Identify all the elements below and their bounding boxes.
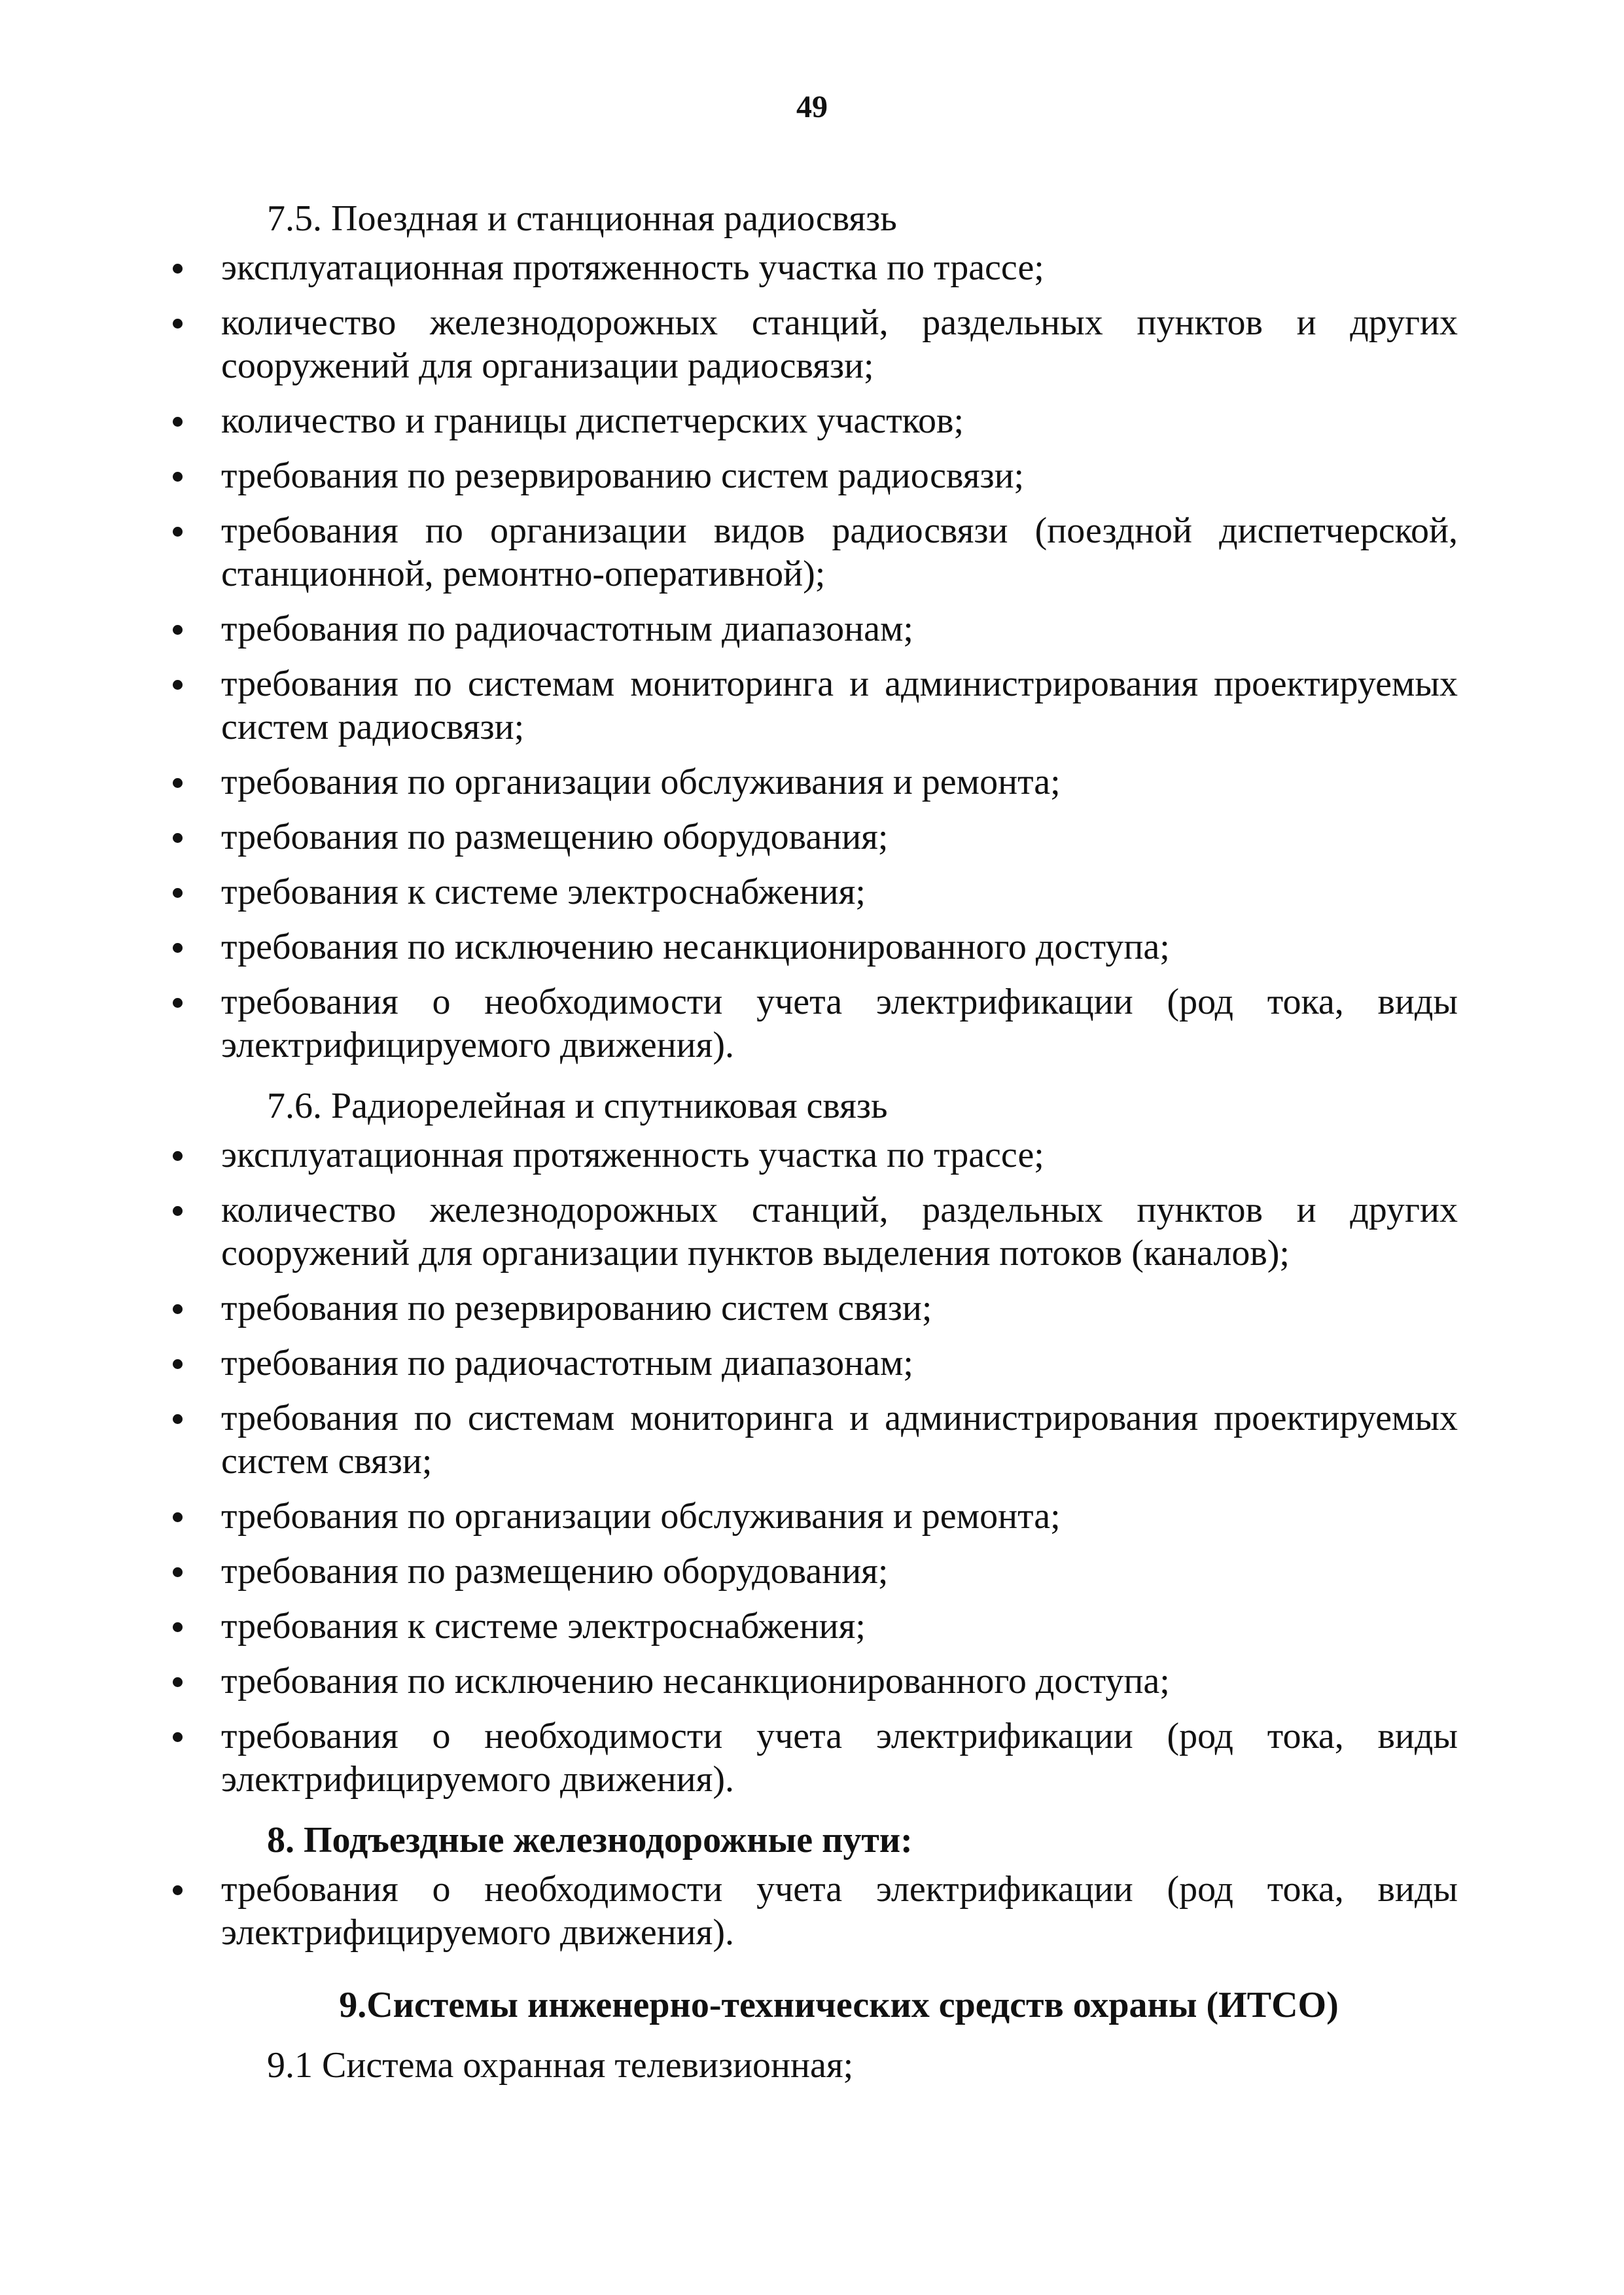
bullet-icon bbox=[173, 1677, 183, 1687]
bullet-icon bbox=[173, 417, 183, 427]
bullet-icon bbox=[173, 1567, 183, 1577]
bullet-icon bbox=[173, 1151, 183, 1161]
list-item bbox=[169, 1715, 1458, 1801]
list-item-text: требования о необходимости учета электрификации (род тока, виды электрифицируемого движения). bbox=[221, 1869, 1458, 1953]
list-item bbox=[169, 399, 1458, 442]
section-7-5-heading: 7.5. Поездная и станционная радиосвязь bbox=[267, 198, 897, 239]
section-9-heading: 9.Системы инженерно-технических средств охраны (ИТСО) bbox=[339, 1985, 1339, 2025]
list-item bbox=[169, 246, 1458, 289]
list-item-text: требования по исключению несанкционированного доступа; bbox=[221, 927, 1170, 967]
list-item-text: требования по радиочастотным диапазонам; bbox=[221, 1343, 913, 1383]
list-item-text: требования по системам мониторинга и администрирования проектируемых систем радиосвязи; bbox=[221, 664, 1458, 747]
list-item bbox=[169, 662, 1458, 749]
list-item-text: требования по резервированию систем радиосвязи; bbox=[221, 455, 1025, 496]
list-item bbox=[169, 1287, 1458, 1330]
bullet-icon bbox=[173, 1512, 183, 1522]
bullet-icon bbox=[173, 264, 183, 274]
list-item-text: количество железнодорожных станций, раздельных пунктов и других сооружений для организации пунктов выделения потоков (каналов); bbox=[221, 1190, 1458, 1273]
bullet-icon bbox=[173, 1359, 183, 1369]
list-item-text: требования по организации видов радиосвязи (поездной диспетчерской, станционной, ремонтно-оперативной); bbox=[221, 510, 1458, 594]
bullet-icon bbox=[173, 1732, 183, 1742]
list-item bbox=[169, 1133, 1458, 1177]
list-item bbox=[169, 1660, 1458, 1703]
list-item bbox=[169, 815, 1458, 859]
list-item-text: требования по резервированию систем связи; bbox=[221, 1288, 932, 1328]
bullet-icon bbox=[173, 527, 183, 537]
section-7-5-list bbox=[169, 246, 1458, 1067]
list-item-text: требования к системе электроснабжения; bbox=[221, 1606, 866, 1646]
bullet-icon bbox=[173, 1885, 183, 1895]
section-7-6-list bbox=[169, 1133, 1458, 1801]
bullet-icon bbox=[173, 888, 183, 898]
list-item bbox=[169, 1188, 1458, 1275]
bullet-icon bbox=[173, 998, 183, 1008]
list-item bbox=[169, 1495, 1458, 1538]
list-item-text: требования по размещению оборудования; bbox=[221, 817, 889, 857]
bullet-icon bbox=[173, 680, 183, 690]
section-8-heading: 8. Подъездные железнодорожные пути: bbox=[267, 1820, 913, 1860]
list-item-text: требования к системе электроснабжения; bbox=[221, 872, 866, 912]
page-number: 49 bbox=[796, 90, 828, 124]
list-item bbox=[169, 1605, 1458, 1648]
list-item bbox=[169, 980, 1458, 1067]
list-item bbox=[169, 454, 1458, 497]
list-item-text: требования по организации обслуживания и ремонта; bbox=[221, 762, 1061, 802]
list-item-text: требования по радиочастотным диапазонам; bbox=[221, 609, 913, 649]
bullet-icon bbox=[173, 472, 183, 482]
section-7-6-heading: 7.6. Радиорелейная и спутниковая связь bbox=[267, 1086, 888, 1126]
list-item bbox=[169, 870, 1458, 914]
document-body bbox=[169, 191, 1458, 2091]
list-item bbox=[169, 607, 1458, 650]
bullet-icon bbox=[173, 778, 183, 788]
section-8-list bbox=[169, 1868, 1458, 1954]
list-item-text: требования о необходимости учета электрификации (род тока, виды электрифицируемого движения). bbox=[221, 1716, 1458, 1800]
bullet-icon bbox=[173, 1206, 183, 1216]
bullet-icon bbox=[173, 625, 183, 635]
list-item bbox=[169, 509, 1458, 596]
list-item bbox=[169, 1397, 1458, 1483]
list-item bbox=[169, 1550, 1458, 1593]
list-item bbox=[169, 301, 1458, 387]
bullet-icon bbox=[173, 1622, 183, 1632]
bullet-icon bbox=[173, 833, 183, 843]
list-item-text: требования по размещению оборудования; bbox=[221, 1551, 889, 1592]
list-item-text: количество железнодорожных станций, раздельных пунктов и других сооружений для организации радиосвязи; bbox=[221, 302, 1458, 386]
list-item bbox=[169, 925, 1458, 969]
bullet-icon bbox=[173, 319, 183, 329]
bullet-icon bbox=[173, 1414, 183, 1424]
list-item-text: требования по системам мониторинга и администрирования проектируемых систем связи; bbox=[221, 1398, 1458, 1482]
bullet-icon bbox=[173, 943, 183, 953]
list-item-text: количество и границы диспетчерских участков; bbox=[221, 400, 964, 441]
list-item-text: эксплуатационная протяженность участка по трассе; bbox=[221, 1135, 1044, 1175]
list-item-text: требования по исключению несанкционированного доступа; bbox=[221, 1661, 1170, 1701]
list-item bbox=[169, 760, 1458, 804]
list-item bbox=[169, 1868, 1458, 1954]
section-9-1-subheading: 9.1 Система охранная телевизионная; bbox=[267, 2045, 854, 2086]
list-item-text: требования о необходимости учета электрификации (род тока, виды электрифицируемого движения). bbox=[221, 982, 1458, 1065]
list-item-text: эксплуатационная протяженность участка по трассе; bbox=[221, 247, 1044, 288]
bullet-icon bbox=[173, 1304, 183, 1314]
list-item-text: требования по организации обслуживания и ремонта; bbox=[221, 1496, 1061, 1537]
list-item bbox=[169, 1342, 1458, 1385]
